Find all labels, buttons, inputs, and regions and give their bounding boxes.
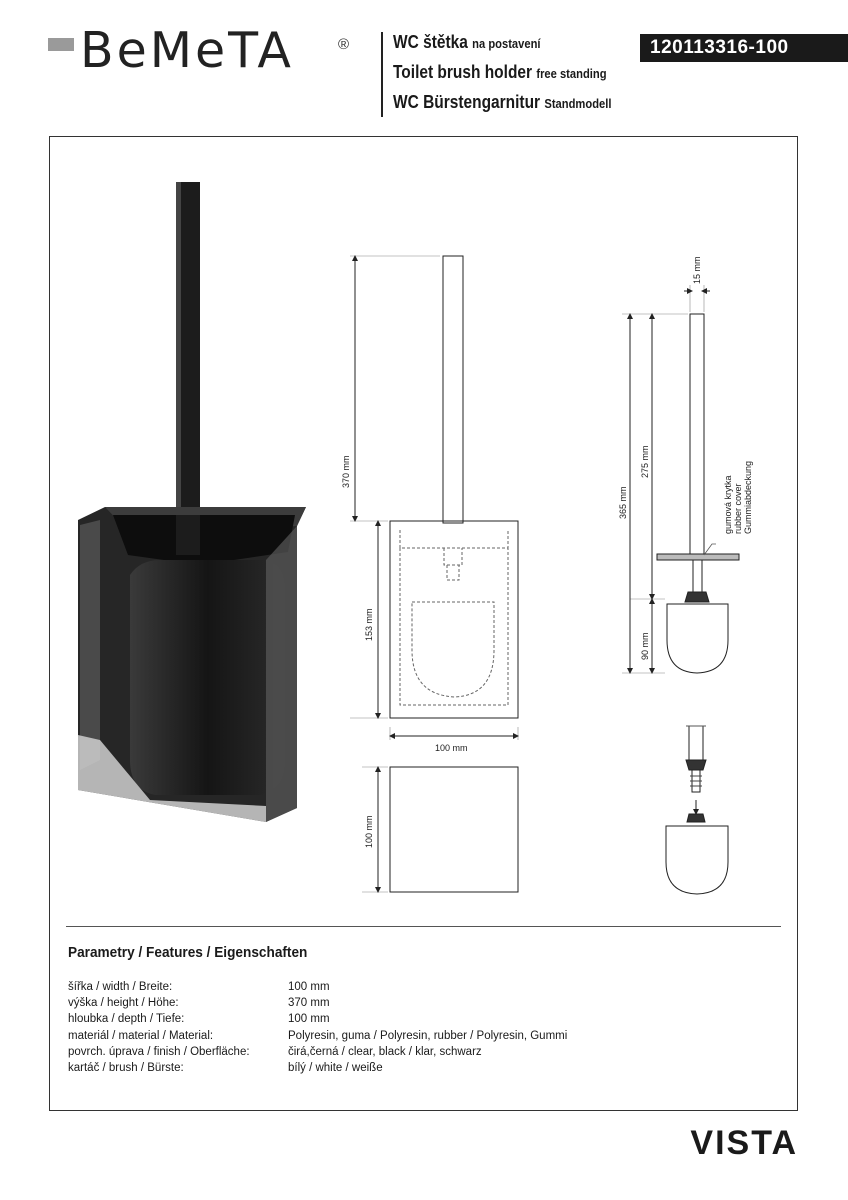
product-code-badge: 120113316-100 bbox=[640, 34, 848, 62]
subtitle-de: Standmodell bbox=[544, 96, 612, 111]
series-name: VISTA bbox=[690, 1124, 798, 1162]
features-title: Parametry / Features / Eigenschaften bbox=[68, 945, 308, 961]
dim-handle-width: 15 mm bbox=[692, 256, 702, 284]
dim-height-total: 370 mm bbox=[341, 455, 351, 488]
feature-value: 370 mm bbox=[288, 997, 330, 1010]
dim-brush-total: 365 mm bbox=[618, 486, 628, 519]
dim-handle-length: 275 mm bbox=[640, 445, 650, 478]
feature-label: výška / height / Höhe: bbox=[68, 997, 179, 1010]
subtitle-cz: na postavení bbox=[472, 36, 541, 51]
label-rubber-cover-en: rubber cover bbox=[733, 483, 743, 534]
assembly-detail bbox=[666, 726, 728, 894]
feature-label: povrch. úprava / finish / Oberfläche: bbox=[68, 1045, 250, 1058]
brand-logo: BeMeTA bbox=[80, 22, 294, 79]
feature-value: Polyresin, guma / Polyresin, rubber / Polyresin, Gummi bbox=[288, 1029, 568, 1042]
product-photo bbox=[78, 182, 306, 822]
registered-mark: ® bbox=[338, 36, 350, 53]
top-view bbox=[362, 767, 518, 892]
label-rubber-cover-cz: gumová krytka bbox=[723, 475, 733, 534]
feature-value: čirá,černá / clear, black / klar, schwarz bbox=[288, 1045, 482, 1058]
brush-view bbox=[622, 285, 739, 673]
feature-label: hloubka / depth / Tiefe: bbox=[68, 1013, 185, 1026]
dim-width: 100 mm bbox=[435, 743, 468, 753]
feature-label: šířka / width / Breite: bbox=[68, 981, 173, 993]
feature-label: kartáč / brush / Bürste: bbox=[68, 1061, 184, 1074]
feature-label: materiál / material / Material: bbox=[68, 1029, 214, 1042]
feature-value: 100 mm bbox=[288, 981, 330, 993]
title-cz: WC štětka bbox=[393, 32, 468, 52]
subtitle-en: free standing bbox=[536, 66, 607, 81]
title-de: WC Bürstengarnitur bbox=[393, 92, 541, 112]
front-view bbox=[350, 256, 518, 740]
feature-value: 100 mm bbox=[288, 1013, 330, 1026]
feature-value: bílý / white / weiße bbox=[288, 1061, 383, 1074]
title-en: Toilet brush holder bbox=[393, 62, 533, 82]
dim-depth: 100 mm bbox=[364, 815, 374, 848]
section-divider bbox=[66, 926, 781, 927]
inner-insert bbox=[130, 560, 285, 795]
label-rubber-cover-de: Gummiabdeckung bbox=[743, 460, 753, 534]
dim-height-container: 153 mm bbox=[364, 608, 374, 641]
dim-head-height: 90 mm bbox=[640, 632, 650, 660]
